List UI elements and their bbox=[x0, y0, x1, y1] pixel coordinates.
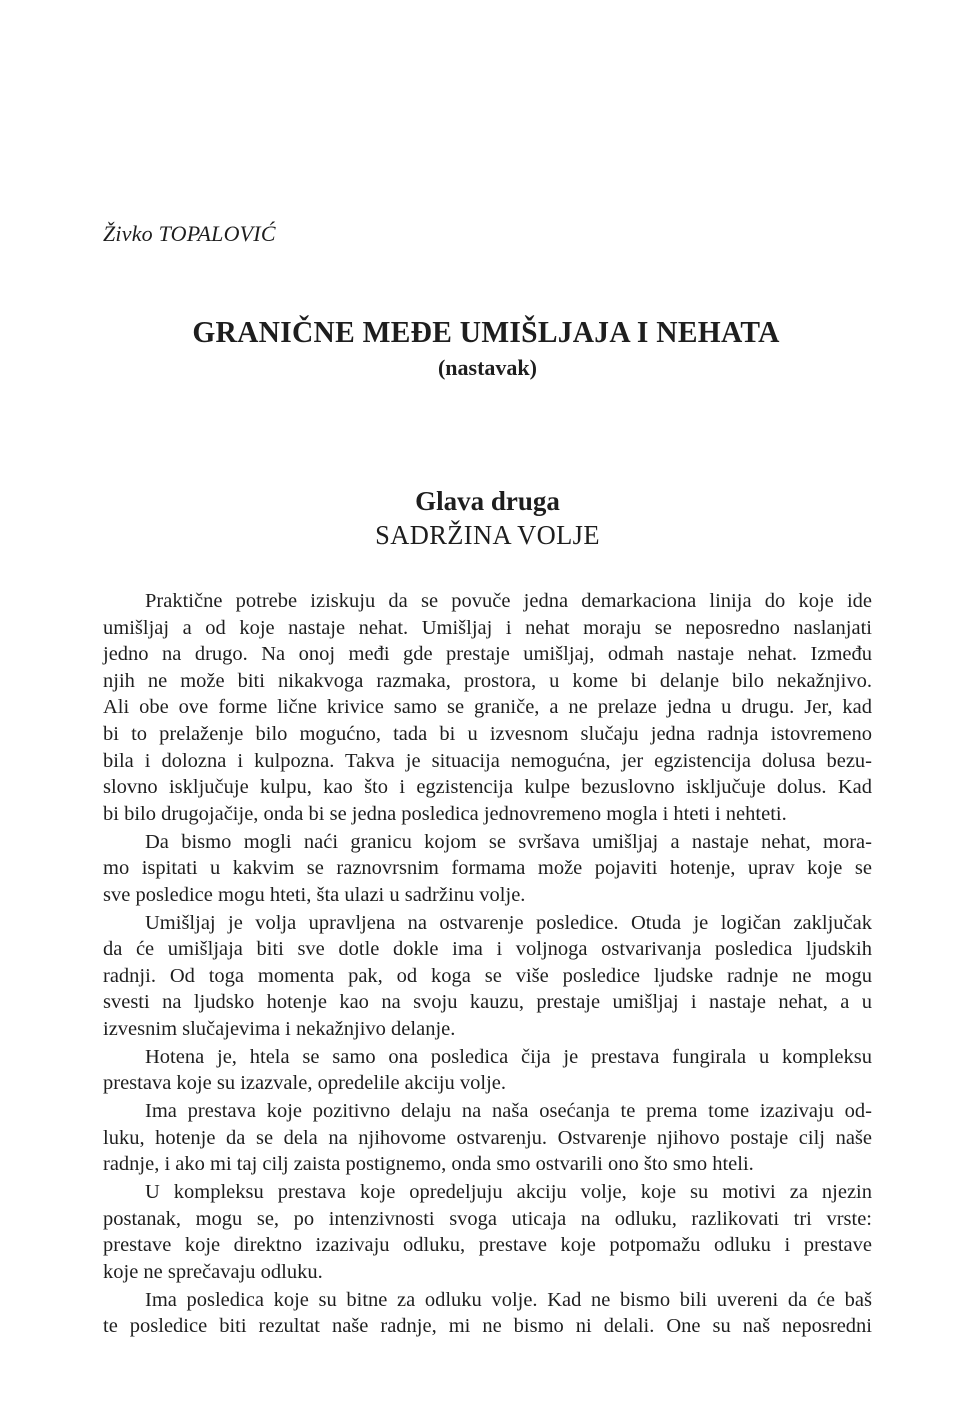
text-line bbox=[103, 910, 872, 937]
text-line bbox=[103, 1287, 872, 1314]
text-line bbox=[103, 989, 872, 1016]
text-line bbox=[103, 615, 872, 642]
text-line bbox=[103, 748, 872, 775]
text-line bbox=[103, 1151, 872, 1178]
text-line bbox=[103, 1259, 872, 1286]
text-line-content: radnje, i ako mi taj cilj zaista postignemo, onda smo ostvarili ono što smo hteli. bbox=[103, 1153, 754, 1176]
text-line bbox=[103, 963, 872, 990]
text-line bbox=[103, 1232, 872, 1259]
text-line bbox=[103, 882, 872, 909]
text-line-content: Da bismo mogli naći granicu kojom se svršava umišljaj a nastaje nehat, mora- bbox=[145, 830, 872, 853]
paragraph bbox=[103, 1179, 872, 1285]
text-line bbox=[103, 829, 872, 856]
text-line-content: luku, hotenje da se dela na njihovome ostvarenju. Ostvarenje njihovo postaje cilj naše bbox=[103, 1126, 872, 1149]
text-line bbox=[103, 936, 872, 963]
text-line-content: izvesnim slučajevima i nekažnjivo delanje. bbox=[103, 1017, 456, 1040]
paragraph bbox=[103, 1287, 872, 1340]
text-line-content: Ali obe ove forme lične krivice samo se graniče, a ne prelaze jedna u drugu. Jer, kad bbox=[103, 696, 872, 719]
chapter-title: SADRŽINA VOLJE bbox=[375, 520, 600, 550]
article-subtitle: (nastavak) bbox=[437, 355, 537, 380]
article-heading bbox=[0, 312, 975, 384]
paragraph bbox=[103, 588, 872, 827]
paragraph bbox=[103, 829, 872, 909]
text-line-content: sve posledice mogu hteti, šta ulazi u sadržinu volje. bbox=[103, 883, 526, 906]
text-line-content: bi to prelaženje bilo mogućno, tada bi u izvesnom slučaju jedna radnja istovremeno bbox=[103, 722, 872, 745]
paragraph bbox=[103, 1098, 872, 1178]
text-line-content: te posledice biti rezultat naše radnje, mi ne bismo ni delali. One su naš neposredni bbox=[103, 1315, 872, 1338]
text-line bbox=[103, 801, 872, 828]
paragraph bbox=[103, 1044, 872, 1097]
text-line bbox=[103, 694, 872, 721]
text-line-content: Hotena je, htela se samo ona posledica čija je prestava fungirala u kompleksu bbox=[145, 1045, 872, 1068]
text-line-content: prestave koje direktno izazivaju odluku, prestave koje potpomažu odluku i prestave bbox=[103, 1234, 872, 1257]
text-line-content: svesti na ljudsko hotenje kao na svoju kauzu, prestaje umišljaj i nastaje nehat, a u bbox=[103, 991, 872, 1014]
text-line-content: jedno na drugo. Na onoj međi gde prestaje umišljaj, odmah nastaje nehat. Između bbox=[103, 643, 872, 666]
text-line-content: bi bilo drugojačije, onda bi se jedna posledica jednovremeno mogla i hteti i nehteti. bbox=[103, 802, 787, 825]
text-line-content: radnji. Od toga momenta pak, od koga se više posledice ljudske radnje ne mogu bbox=[103, 964, 872, 987]
body-text bbox=[103, 588, 872, 1341]
text-line-content: Umišljaj je volja upravljena na ostvarenje posledice. Otuda je logičan zaključak bbox=[145, 911, 872, 934]
text-line bbox=[103, 774, 872, 801]
paragraph bbox=[103, 910, 872, 1043]
text-line bbox=[103, 1179, 872, 1206]
text-line bbox=[103, 1070, 872, 1097]
text-line bbox=[103, 1098, 872, 1125]
text-line bbox=[103, 1044, 872, 1071]
text-line bbox=[103, 588, 872, 615]
text-line-content: umišljaj a od koje nastaje nehat. Umišljaj i nehat moraju se neposredno naslanjati bbox=[103, 616, 872, 639]
text-line bbox=[103, 721, 872, 748]
text-line-content: bila i dolozna i kulpozna. Takva je situacija nemogućna, jer egzistencija dolusa bezu- bbox=[103, 749, 872, 772]
text-line bbox=[103, 1206, 872, 1233]
text-line-content: Ima prestava koje pozitivno delaju na naša osećanja te prema tome izazivaju od- bbox=[145, 1100, 872, 1123]
text-line bbox=[103, 1313, 872, 1340]
text-line bbox=[103, 641, 872, 668]
text-line-content: prestava koje su izazvale, opredelile akciju volje. bbox=[103, 1072, 506, 1095]
chapter-label: Glava druga bbox=[415, 486, 560, 516]
text-line-content: da će umišljaja biti sve dotle dokle ima i voljnoga ostvarivanja posledica ljudskih bbox=[103, 938, 872, 961]
text-line-content: Ima posledica koje su bitne za odluku volje. Kad ne bismo bili uvereni da će baš bbox=[145, 1288, 872, 1311]
text-line-content: postanak, mogu se, po intenzivnosti svoga uticaja na odluku, razlikovati tri vrste: bbox=[103, 1207, 872, 1230]
text-line-content: Praktične potrebe iziskuju da se povuče jedna demarkaciona linija do koje ide bbox=[145, 590, 872, 612]
article-title: GRANIČNE MEĐE UMIŠLJAJA I NEHATA bbox=[192, 314, 780, 349]
text-line bbox=[103, 668, 872, 695]
author-name: Živko TOPALOVIĆ bbox=[103, 221, 276, 246]
text-line-content: slovno isključuje kulpu, kao što i egzistencija kulpe bezuslovno isključuje dolus. Kad bbox=[103, 776, 872, 799]
text-line-content: njih ne može biti nikakvoga razmaka, prostora, u kome bi delanje bilo nekažnjivo. bbox=[103, 669, 872, 692]
text-line-content: mo ispitati u kakvim se raznovrsnim formama može pojaviti hotenje, uprav koje se bbox=[103, 857, 872, 880]
text-line-content: koje ne sprečavaju odluku. bbox=[103, 1260, 323, 1283]
text-line bbox=[103, 855, 872, 882]
text-line-content: U kompleksu prestava koje opredeljuju akciju volje, koje su motivi za njezin bbox=[145, 1181, 872, 1203]
chapter-heading bbox=[0, 484, 975, 552]
text-line bbox=[103, 1125, 872, 1152]
text-line bbox=[103, 1016, 872, 1043]
